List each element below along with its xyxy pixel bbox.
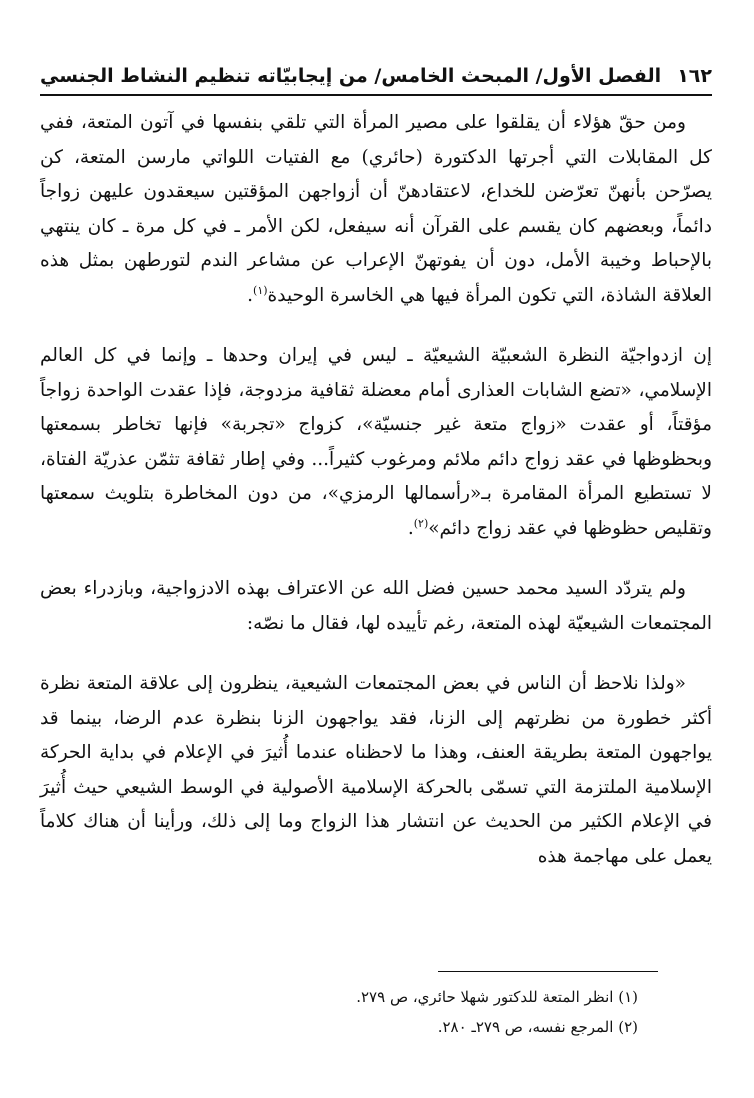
footnote xyxy=(40,1012,638,1042)
quote-paragraph xyxy=(40,667,712,874)
paragraph-text: ومن حقّ هؤلاء أن يقلقوا على مصير المرأة التي تلقي بنفسها في آتون المتعة، ففي كل المقابلات التي أجرتها الدكتورة (حائري) مع الفتيات اللواتي مارسن المتعة، كن يصرّحن بأنهنّ تعرّضن للخداع، لاعتقادهنّ أن أزواجهن المؤقتين سيعقدون عليهن زواجاً دائماً، وبعضهم كان يقسم على القرآن أنه سيفعل، لكن الأمر ـ في كل مرة ـ كان ينتهي بالإحباط وخيبة الأمل، دون أن يفوتهنّ الإعراب عن مشاعر الندم لتورطهن بمثل هذه العلاقة الشاذة، التي تكون المرأة فيها هي الخاسرة الوحيدة xyxy=(40,112,712,306)
footnotes xyxy=(40,982,638,1042)
running-header xyxy=(40,58,712,96)
page-number: ١٦٢ xyxy=(677,65,712,87)
footnote-ref: (١) xyxy=(253,283,268,297)
footnote xyxy=(40,982,638,1012)
footnote-text: انظر المتعة للدكتور شهلا حائري، ص ٢٧٩. xyxy=(356,988,614,1006)
footnote-ref: (٢) xyxy=(413,516,429,530)
running-title: الفصل الأول/ المبحث الخامس/ من إيجابيّاته تنظيم النشاط الجنسي xyxy=(40,65,662,87)
paragraph xyxy=(40,106,712,313)
paragraph-end: . xyxy=(407,517,414,539)
paragraph xyxy=(40,339,712,546)
body-text xyxy=(40,106,712,874)
paragraph xyxy=(40,572,712,641)
footnote-text: المرجع نفسه، ص ٢٧٩ـ ٢٨٠. xyxy=(437,1018,614,1036)
footnote-marker: (١) xyxy=(618,988,638,1006)
paragraph-text: «ولذا نلاحظ أن الناس في بعض المجتمعات الشيعية، ينظرون إلى علاقة المتعة نظرة أكثر خطورة من نظرتهم إلى الزنا، فقد يواجهون الزنا بنظرة عدم الرضا، بينما قد يواجهون المتعة بطريقة العنف، وهذا ما لاحظناه عندما أُثيرَ في الإعلام في بداية الحركة الإسلامية الملتزمة التي تسمّى بالحركة الإسلامية الأصولية في الوسط الشيعي حيث أُثيرَ في الإعلام الكثير من الحديث عن انتشار هذا الزواج وما إلى ذلك، ورأينا أن هناك كلاماً يعمل على مهاجمة هذه xyxy=(40,673,712,867)
paragraph-end: . xyxy=(247,284,254,306)
footnote-divider xyxy=(438,971,658,972)
footnote-marker: (٢) xyxy=(618,1018,638,1036)
paragraph-text: إن ازدواجيّة النظرة الشعبيّة الشيعيّة ـ ليس في إيران وحدها ـ وإنما في كل العالم الإسلامي، «تضع الشابات العذارى أمام معضلة ثقافية مزدوجة، فإذا عقدت الواحدة زواجاً مؤقتاً، أو عقدت «زواج متعة غير جنسيّة»، كزواج «تجربة» فإنها تخاطر بسمعتها وبحظوظها في عقد زواج دائم ملائم ومرغوب كثيراً... وفي إطار ثقافة تثمّن عذريّة الفتاة، لا تستطيع المرأة المقامرة بـ«رأسمالها الرمزي»، من دون المخاطرة بتلويث سمعتها وتقليص حظوظها في عقد زواج دائم» xyxy=(40,345,712,539)
paragraph-text: ولم يتردّد السيد محمد حسين فضل الله عن الاعتراف بهذه الادزواجية، وبازدراء بعض المجتمعات الشيعيّة لهذه المتعة، رغم تأييده لها، فقال ما نصّه: xyxy=(40,578,712,634)
